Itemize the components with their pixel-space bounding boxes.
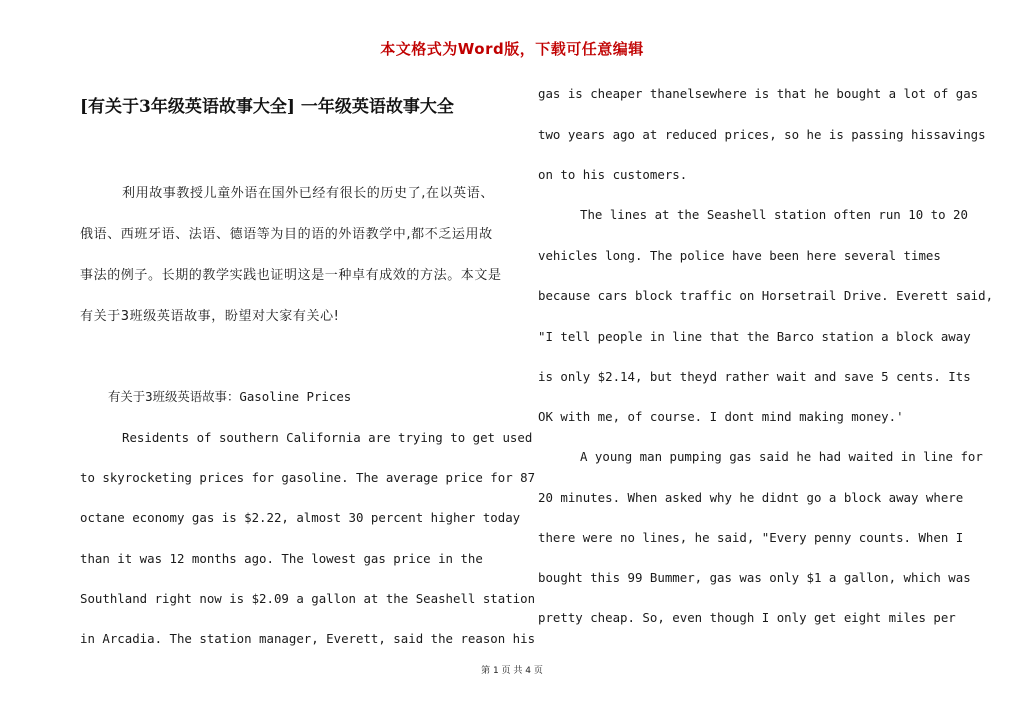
document-title: [有关于3年级英语故事大全] 一年级英语故事大全 [80, 97, 454, 117]
story-line: two years ago at reduced prices, so he is passing hissavings [538, 127, 986, 142]
story-line: "I tell people in line that the Barco station a block away [538, 329, 971, 344]
intro-line: 事法的例子。长期的教学实践也证明这是一种卓有成效的方法。本文是 [80, 268, 502, 283]
story-line: 20 minutes. When asked why he didnt go a block away where [538, 490, 964, 505]
download-banner: 本文格式为Word版，下载可任意编辑 [380, 40, 644, 58]
story-line: octane economy gas is $2.22, almost 30 percent higher today [80, 510, 521, 525]
story-line: pretty cheap. So, even though I only get eight miles per [538, 610, 956, 625]
story-line: A young man pumping gas said he had waited in line for [580, 449, 983, 464]
intro-line: 有关于3班级英语故事，盼望对大家有关心! [80, 309, 340, 324]
story-line: than it was 12 months ago. The lowest gas price in the [80, 551, 483, 566]
story-line: The lines at the Seashell station often run 10 to 20 [580, 207, 968, 222]
story-line: there were no lines, he said, "Every penny counts. When I [538, 530, 964, 545]
page-number: 第 1 页 共 4 页 [481, 666, 543, 676]
story-line: because cars block traffic on Horsetrail Drive. Everett said, [538, 288, 994, 303]
intro-line: 俄语、西班牙语、法语、德语等为目的语的外语教学中,都不乏运用故 [80, 227, 493, 242]
story-line: Residents of southern California are trying to get used [122, 430, 533, 445]
story-line: on to his customers. [538, 167, 688, 182]
story-heading: 有关于3班级英语故事：Gasoline Prices [108, 389, 352, 404]
story-line: vehicles long. The police have been here several times [538, 248, 941, 263]
story-line: gas is cheaper thanelsewhere is that he bought a lot of gas [538, 86, 979, 101]
story-line: bought this 99 Bummer, gas was only $1 a gallon, which was [538, 570, 971, 585]
story-line: to skyrocketing prices for gasoline. The average price for 87 [80, 470, 536, 485]
story-line: OK with me, of course. I dont mind making money.' [538, 409, 904, 424]
story-line: is only $2.14, but theyd rather wait and save 5 cents. Its [538, 369, 971, 384]
story-line: in Arcadia. The station manager, Everett, said the reason his [80, 631, 536, 646]
story-line: Southland right now is $2.09 a gallon at the Seashell station [80, 591, 536, 606]
intro-line: 利用故事教授儿童外语在国外已经有很长的历史了,在以英语、 [122, 186, 494, 201]
